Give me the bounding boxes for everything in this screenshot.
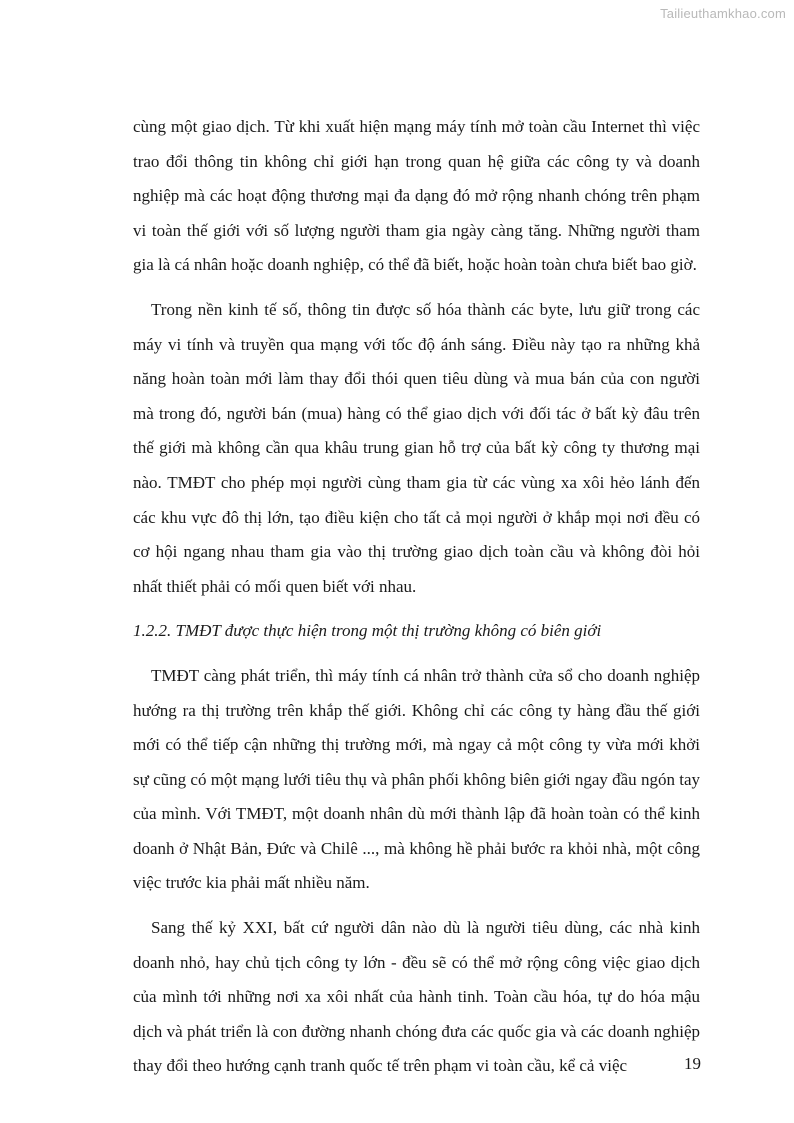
section-heading: 1.2.2. TMĐT được thực hiện trong một thị trường không có biên giới [133,621,602,641]
document-body [133,110,700,1094]
paragraph-continuation: cùng một giao dịch. Từ khi xuất hiện mạng máy tính mở toàn cầu Internet thì việc trao đổi thông tin không chỉ giới hạn trong quan hệ giữa các công ty và doanh nghiệp mà các hoạt động thương mại đa dạng đó mở rộng nhanh chóng trên phạm vi toàn thế giới với số lượng người tham gia ngày càng tăng. Những người tham gia là cá nhân hoặc doanh nghiệp, có thể đã biết, hoặc hoàn toàn chưa biết bao giờ. [133,117,700,275]
page-number: 19 [684,1054,701,1073]
watermark-text: Tailieuthamkhao.com [660,6,786,21]
paragraph-digital-economy: Trong nền kinh tế số, thông tin được số hóa thành các byte, lưu giữ trong các máy vi tính và truyền qua mạng với tốc độ ánh sáng. Điều này tạo ra những khả năng hoàn toàn mới làm thay đổi thói quen tiêu dùng và mua bán của con người mà trong đó, người bán (mua) hàng có thể giao dịch với đối tác ở bất kỳ đâu trên thế giới mà không cần qua khâu trung gian hỗ trợ của bất kỳ công ty thương mại nào. TMĐT cho phép mọi người cùng tham gia từ các vùng xa xôi hẻo lánh đến các khu vực đô thị lớn, tạo điều kiện cho tất cả mọi người ở khắp mọi nơi đều có cơ hội ngang nhau tham gia vào thị trường giao dịch toàn cầu và không đòi hỏi nhất thiết phải có mối quen biết với nhau. [133,299,700,596]
paragraph-21st-century: Sang thế kỷ XXI, bất cứ người dân nào dù là người tiêu dùng, các nhà kinh doanh nhỏ, hay chủ tịch công ty lớn - đều sẽ có thể mở rộng công việc giao dịch của mình tới những nơi xa xôi nhất của hành tinh. Toàn cầu hóa, tự do hóa mậu dịch và phát triển là con đường nhanh chóng đưa các quốc gia và các doanh nghiệp thay đổi theo hướng cạnh tranh quốc tế trên phạm vi toàn cầu, kể cả việc [133,918,700,1076]
paragraph-ecommerce-growth: TMĐT càng phát triển, thì máy tính cá nhân trở thành cửa sổ cho doanh nghiệp hướng ra thị trường trên khắp thế giới. Không chỉ các công ty hàng đầu thế giới mới có thể tiếp cận những thị trường mới, mà ngay cả một công ty vừa mới khởi sự cũng có một mạng lưới tiêu thụ và phân phối không biên giới ngay đầu ngón tay của mình. Với TMĐT, một doanh nhân dù mới thành lập đã hoàn toàn có thể kinh doanh ở Nhật Bản, Đức và Chilê ..., mà không hề phải bước ra khỏi nhà, một công việc trước kia phải mất nhiều năm. [133,665,700,893]
